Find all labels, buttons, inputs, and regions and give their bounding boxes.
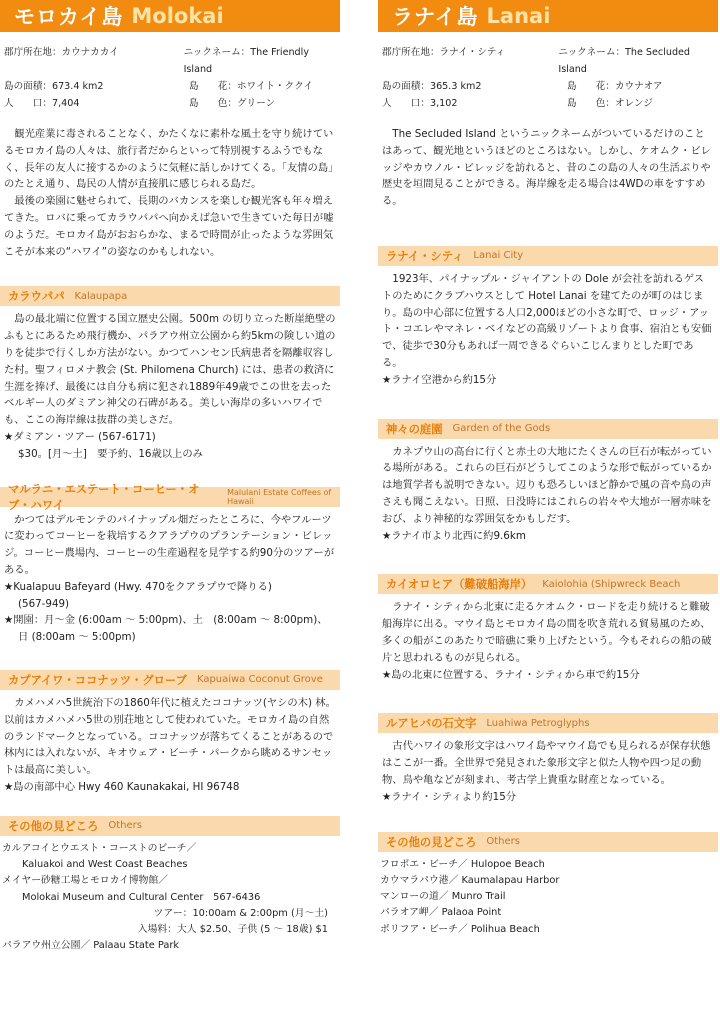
section-title-jp: 神々の庭園 (386, 422, 443, 436)
section-header-others (0, 816, 340, 836)
section-title-en: Malulani Estate Coffees of Hawaii (227, 487, 332, 506)
section-title-en: Garden of the Gods (452, 423, 551, 435)
lanai-title-jp: ラナイ島 (392, 5, 479, 29)
list-item: パラアウ州立公園／ Palaau State Park (2, 940, 180, 952)
section-title-en: Kalaupapa (74, 290, 128, 302)
kalaupapa-tour-detail: $30。[月〜土] 要予約、16歳以上のみ (18, 447, 203, 460)
info-item: 郡庁所在地：カウナカカイ (4, 47, 119, 58)
list-item: カルアコイとウエスト・コーストのビーチ／ (2, 842, 197, 854)
list-item: カウマラパウ港／ Kaumalapau Harbor (380, 874, 560, 886)
malulani-hours-sunday: 日 (8:00am 〜 5:00pm) (18, 631, 136, 644)
info-item: 郡庁所在地：ラナイ・シティ (382, 47, 506, 58)
lanai-intro: The Secluded Island というニックネームがついているだけのことはあって、観光地というほどのところはない。しかし、ケオムク・ビレッジやカウノル・ビレッジを訪れると、昔のこの島の人々の生活ぶりや歴史を垣間見ることができる。海岸線を走る場合は4WDの車をすすめる。 (382, 128, 711, 208)
lanai-banner (378, 0, 718, 32)
kalaupapa-tour: ★ダミアン・ツアー (567-6171) (4, 430, 156, 443)
kapuaiwa-body: カメハメハ5世統治下の1860年代に植えたココナッツ(ヤシの木) 林。以前はカメハメハ5世の別荘地として使われていた。モロカイ島の自然のランドマークとなっている。ココナッツが落ちてくることがあるので林内には入れないが、キオウェア・ビーチ・パークから眺めるサンセットは最高に美しい。 (4, 696, 336, 777)
luahiwa-note: ★ラナイ・シティより約15分 (382, 790, 517, 803)
section-header-lanai-city (378, 246, 718, 266)
section-header-malulani (0, 482, 340, 512)
info-item: 人 口：7,404 (4, 98, 80, 109)
info-item: 人 口：3,102 (382, 98, 458, 109)
section-title-jp: その他の見どころ (8, 819, 99, 833)
lanai-others-list (380, 857, 716, 938)
molokai-title-en: Molokai (131, 4, 224, 28)
lanai-city-note: ★ラナイ空港から約15分 (382, 373, 497, 386)
lanai-info (382, 44, 714, 112)
lanai-column (378, 0, 718, 938)
kalaupapa-body: 島の最北端に位置する国立歴史公園。500m の切り立った断崖絶壁のふもとにあるため飛行機か、パラアウ州立公園から約5kmの険しい道のりを徒歩で行くしか方法がない。かつてハンセン氏病患者を隔離収容した村。聖フィロメナ教会 (St. Philomena Church) には、患者の救済に生涯を捧げ、最後には自分も病に犯され1889年49歳でこの世を去ったベルギー人のダミアン神父の石碑がある。美しい海岸の多いハワイでも、ここの海岸線は抜群の美しさだ。 (4, 313, 336, 427)
section-header-kapuaiwa (0, 670, 340, 690)
molokai-intro-1: 観光産業に毒されることなく、かたくなに素朴な風土を守り続けているモロカイ島の人々は、旅行者だからといって特別視するふうでもなく、長年の友人に接するかのように気軽に話しかけてくる。「友情の島」のたとえ通り、島民の人情が直接肌に感じられる島だ。 (4, 128, 334, 191)
info-item: 島 色：オレンジ (567, 98, 653, 109)
list-item: Kaluakoi and West Coast Beaches (22, 859, 188, 870)
malulani-phone: (567-949) (18, 597, 70, 610)
section-header-luahiwa (378, 713, 718, 733)
list-item: フロポエ・ビーチ／ Hulopoe Beach (380, 858, 545, 870)
info-item: 島 花：ホワイト・ククイ (189, 81, 313, 92)
list-item: Molokai Museum and Cultural Center 567-6436 (22, 891, 261, 903)
molokai-banner (0, 0, 340, 32)
section-title-en: Others (108, 820, 142, 832)
list-item: メイヤー砂糖工場とモロカイ博物館／ (2, 875, 169, 887)
section-title-jp: ラナイ・シティ (386, 249, 464, 263)
kaiolohia-body: ラナイ・シティから北東に走るケオムク・ロードを走り続けると難破船海岸に出る。マウイ島とモロカイ島の間を吹き荒れる貿易風のため、多くの船がこのあたりで暗礁に乗り上げたという。今もそれらの船の破片と思われるものが見られる。 (382, 601, 712, 664)
kaiolohia-note: ★島の北東に位置する、ラナイ・シティから車で約15分 (382, 668, 640, 681)
lanai-title-en: Lanai (486, 4, 551, 28)
list-item: マンローの道／ Munro Trail (380, 891, 506, 903)
kapuaiwa-address: ★島の南部中心 Hwy 460 Kaunakakai, HI 96748 (4, 780, 240, 793)
list-item: 入場料：大人 $2.50、子供 (5 〜 18歳) $1 (137, 924, 328, 936)
section-title-jp: カプアイワ・ココナッツ・グローブ (8, 673, 187, 687)
section-title-en: Lanai City (473, 250, 524, 262)
section-header-others (378, 832, 718, 852)
section-title-en: Kapuaiwa Coconut Grove (196, 674, 323, 686)
malulani-body: かつてはデルモンテのパイナップル畑だったところに、今やフルーツに変わってコーヒーを栽培するクアラプウのプランテーション・ビレッジ。コーヒー農場内、コーヒーの生産過程を見学する約90分のツアーがある。 (4, 513, 335, 576)
section-title-en: Luahiwa Petroglyphs (486, 717, 590, 729)
list-item: パラオア岬／ Palaoa Point (380, 907, 502, 919)
garden-note: ★ラナイ市より北西に約9.6km (382, 529, 526, 542)
section-header-kalaupapa (0, 286, 340, 306)
molokai-others-list (2, 841, 338, 955)
garden-body: カネプウ山の高台に行くと赤土の大地にたくさんの巨石が転がっている場所がある。これらの巨石がどうしてこのような形で転がっているかは地質学者も説明できない。辺りも恐ろしいほど静かで風の音や鳥の声さえも聞こえない。日照、日没時にはこれらの岩々や大地が一層赤味をおび、より神秘的な雰囲気をかもしだす。 (382, 445, 712, 525)
section-header-garden (378, 419, 718, 439)
section-title-jp: その他の見どころ (386, 835, 477, 849)
info-item: 島の面積：673.4 km2 (4, 81, 104, 92)
section-title-jp: カラウパパ (8, 290, 65, 304)
molokai-column (0, 0, 340, 955)
luahiwa-body: 古代ハワイの象形文字はハワイ島やマウイ島でも見られるが保存状態はここが一番。全世界で発見された象形文字と似た人物や四つ足の動物、鳥や亀などが刻まれ、考古学上貴重な財産となっている。 (382, 740, 711, 786)
info-item: 島 色：グリーン (189, 98, 276, 109)
info-item: ニックネーム：The Friendly Island (183, 47, 309, 75)
info-item: 島の面積：365.3 km2 (382, 81, 482, 92)
section-title-jp: カイオロヒア（難破船海岸） (386, 578, 533, 592)
molokai-info (4, 44, 336, 112)
info-item: 島 花：カウナオア (567, 81, 663, 92)
molokai-intro-2: 最後の楽園に魅せられて、長期のバカンスを楽しむ観光客も年々増えてきた。ロバに乗ってカラウパパへ向かえば急いで生きていた毎日が嘘のようだ。モロカイ島がおおらかな、まるで時間が止ったような雰囲気こそが本来の“ハワイ”の姿なのかもしれない。 (4, 195, 334, 258)
section-title-en: Kaiolohia (Shipwreck Beach (542, 578, 681, 590)
lanai-city-body: 1923年、パイナップル・ジャイアントの Dole が会社を訪れるゲストのためにクラブハウスとして Hotel Lanai を建てたのが町のはじまり。島の中心部に位置する人口2,000ほどの小さな町で、ロッジ・アット・コエレやマネレ・ベイなどの高級リゾートより食事、宿泊とも安価で、徒歩で30分もあれば一周できるぐらいこじんまりとした町である。 (382, 272, 712, 369)
info-item: ニックネーム：The Secluded Island (558, 47, 691, 75)
molokai-title-jp: モロカイ島 (14, 5, 124, 29)
list-item: ポリフア・ビーチ／ Polihua Beach (380, 923, 540, 935)
list-item: ツアー：10:00am & 2:00pm (月〜土) (153, 907, 328, 919)
malulani-hours: ★開園：月〜金 (6:00am 〜 5:00pm)、土 (8:00am 〜 8:00pm)、 (4, 614, 328, 627)
malulani-address: ★Kualapuu Bafeyard (Hwy. 470をクアラプウで降りる) (4, 580, 272, 593)
section-title-jp: マルラニ・エステート・コーヒー・オブ・ハワイ (8, 482, 200, 512)
section-title-en: Others (486, 836, 520, 848)
section-header-kaiolohia (378, 574, 718, 594)
section-title-jp: ルアヒバの石文字 (386, 717, 477, 731)
